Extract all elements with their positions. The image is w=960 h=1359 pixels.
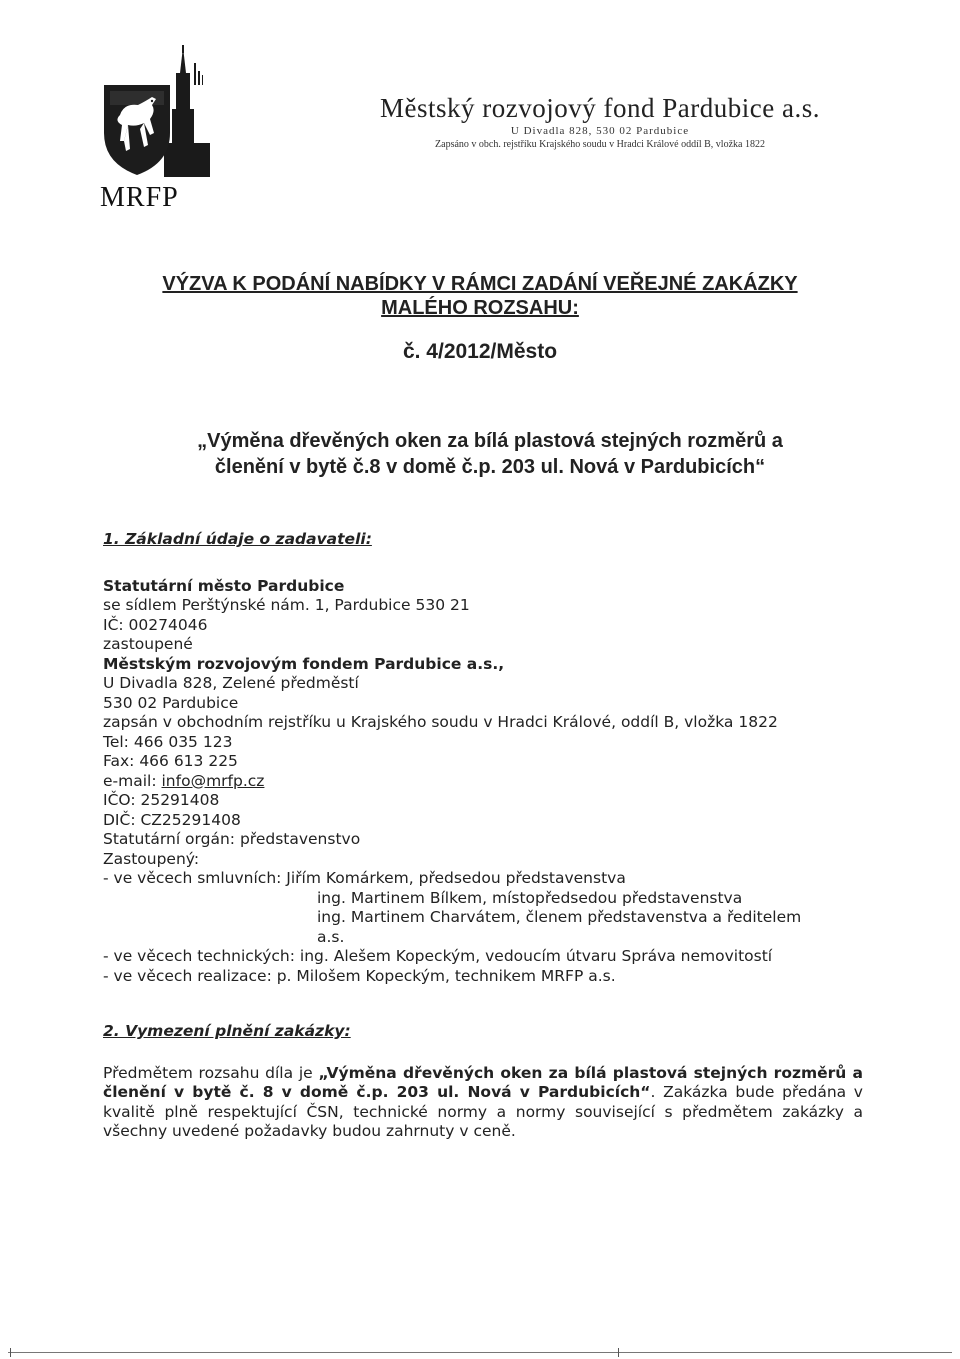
authority-ic: IČ: 00274046 [103, 615, 208, 634]
email-link[interactable]: info@mrfp.cz [161, 771, 265, 790]
bottom-rule [8, 1352, 952, 1353]
section-contracting-authority [103, 530, 863, 986]
bottom-tick [618, 1348, 619, 1357]
pardubice-coat-of-arms-icon [100, 45, 212, 185]
fund-fax: Fax: 466 613 225 [103, 752, 238, 770]
authority-name: Statutární město Pardubice [103, 576, 345, 595]
contract-subject [120, 428, 860, 480]
fund-register: zapsán v obchodním rejstříku u Krajského soudu v Hradci Králové, oddíl B, vložka 1822 [103, 713, 778, 731]
section-1-title: 1. Základní údaje o zadavateli: [103, 530, 372, 548]
bottom-tick [10, 1348, 11, 1357]
scope-paragraph [103, 1064, 863, 1142]
document-number: č. 4/2012/Město [402, 340, 558, 363]
represented-by-label: Zastoupený: [103, 849, 200, 868]
realization-matters: - ve věcech realizace: p. Milošem Kopeckým, technikem MRFP a.s. [103, 966, 616, 985]
section-scope [103, 1022, 863, 1142]
contract-matters-3: ing. Martinem Charvátem, členem představenstva a ředitelem [317, 908, 802, 926]
subject-line-2: členění v bytě č.8 v domě č.p. 203 ul. Nová v Pardubicích“ [214, 456, 766, 478]
company-address: U Divadla 828, 530 02 Pardubice [510, 125, 690, 137]
fund-dic: DIČ: CZ25291408 [103, 810, 241, 829]
heading-line-1: VÝZVA K PODÁNÍ NABÍDKY V RÁMCI ZADÁNÍ VEŘEJNÉ ZAKÁZKY [162, 273, 798, 295]
logo-text: MRFP [100, 182, 179, 213]
fund-email-line [103, 772, 863, 792]
fund-name: Městským rozvojovým fondem Pardubice a.s., [103, 654, 505, 673]
section-2-title: 2. Vymezení plnění zakázky: [103, 1022, 351, 1040]
fund-tel: Tel: 466 035 123 [103, 732, 233, 751]
contract-matters-3b: a.s. [317, 927, 345, 946]
scope-text-bold: „Výměna dřevěných oken za bílá plastová stejných rozměrů a členění v bytě č. 8 v domě č.p. 203 ul. Nová v Pardubicích“ [103, 1063, 863, 1101]
represented-label: zastoupené [103, 635, 193, 653]
subject-line-1: „Výměna dřevěných oken za bílá plastová stejných rozměrů a [197, 430, 783, 452]
scope-text-start: Předmětem rozsahu díla je [103, 1063, 319, 1082]
fund-city: 530 02 Pardubice [103, 693, 239, 712]
authority-seat: se sídlem Perštýnské nám. 1, Pardubice 530 21 [103, 596, 470, 614]
contract-matters: - ve věcech smluvních: Jiřím Komárkem, předsedou představenstva [103, 869, 626, 887]
statutory-organ: Statutární orgán: představenstvo [103, 830, 361, 848]
contract-matters-2: ing. Martinem Bílkem, místopředsedou představenstva [317, 888, 743, 907]
company-name: Městský rozvojový fond Pardubice a.s. [380, 93, 820, 123]
email-label: e-mail: [103, 771, 162, 790]
company-registration: Zapsáno v obch. rejstříku Krajského soudu v Hradci Králové oddíl B, vložka 1822 [435, 139, 765, 150]
scope-text-end: . Zakázka bude předána v kvalitě plně respektující ČSN, technické normy a normy související s předmětem zakázky a všechny uvedené požadavky budou zahrnuty v ceně. [103, 1083, 863, 1140]
technical-matters: - ve věcech technických: ing. Alešem Kopeckým, vedoucím útvaru Správa nemovitostí [103, 947, 773, 965]
fund-street: U Divadla 828, Zelené předměstí [103, 674, 359, 692]
document-heading [100, 272, 860, 320]
fund-ico: IČO: 25291408 [103, 791, 220, 809]
letterhead [290, 93, 910, 151]
heading-line-2: MALÉHO ROZSAHU: [381, 297, 579, 319]
